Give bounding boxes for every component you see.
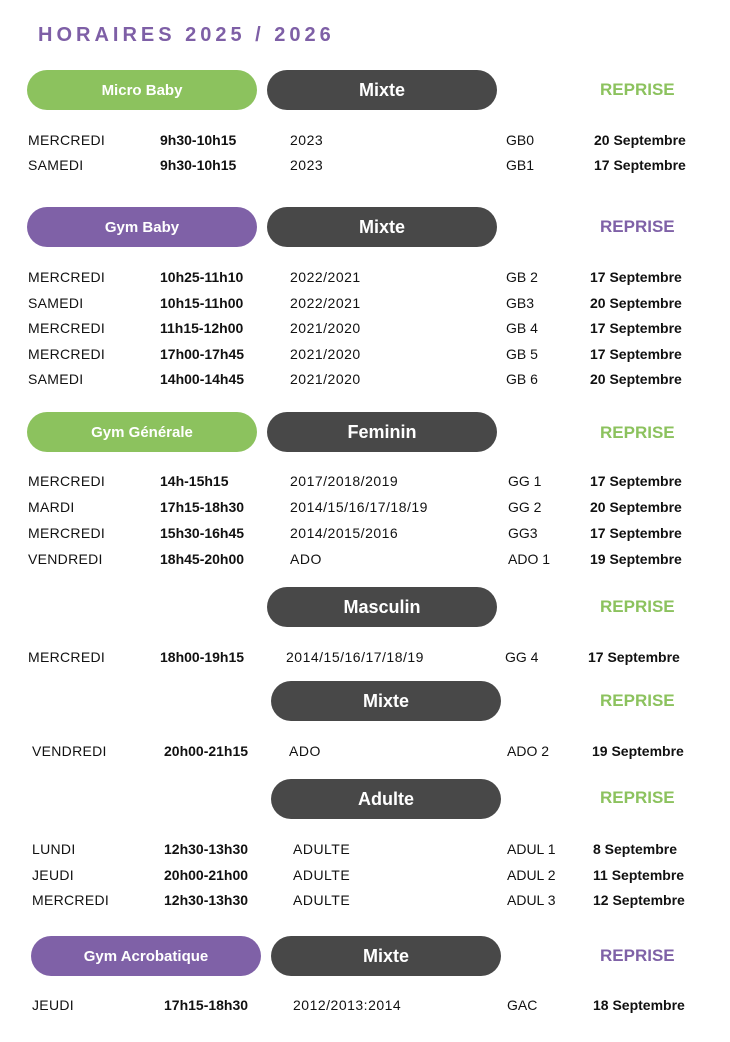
- schedule-date: 17 Septembre: [594, 157, 686, 173]
- schedule-time: 11h15-12h00: [160, 320, 244, 336]
- schedule-date: 17 Septembre: [588, 649, 680, 665]
- schedule-time: 9h30-10h15: [160, 157, 237, 173]
- schedule-date: 19 Septembre: [592, 743, 684, 759]
- schedule-year: 2021/2020: [290, 371, 361, 387]
- schedule-day: SAMEDI: [28, 371, 84, 387]
- schedule-time: 18h00-19h15: [160, 649, 245, 665]
- schedule-date: 17 Septembre: [590, 320, 682, 336]
- schedule-code: GG 1: [508, 473, 542, 489]
- schedule-code: ADUL 3: [507, 892, 556, 908]
- schedule-day: JEUDI: [32, 997, 74, 1013]
- schedule-code: GAC: [507, 997, 538, 1013]
- group-mixte: Mixte: [271, 681, 501, 721]
- schedule-time: 9h30-10h15: [160, 132, 237, 148]
- schedule-code: ADUL 2: [507, 866, 556, 883]
- reprise-label: REPRISE: [600, 946, 675, 965]
- schedule-date: 17 Septembre: [590, 269, 682, 285]
- schedule-date: 20 Septembre: [590, 371, 682, 387]
- schedule-code: GB 2: [506, 269, 538, 285]
- schedule-date: 12 Septembre: [593, 892, 685, 908]
- schedule-date: 18 Septembre: [593, 997, 685, 1013]
- reprise-label: REPRISE: [600, 423, 675, 442]
- schedule-year: 2022/2021: [290, 294, 361, 311]
- schedule-time: 17h15-18h30: [164, 997, 249, 1013]
- schedule-time: 20h00-21h00: [164, 866, 249, 883]
- schedule-year: 2023: [290, 157, 324, 173]
- schedule-code: GB1: [506, 157, 535, 173]
- schedule-day: VENDREDI: [32, 743, 107, 759]
- schedule-time: 10h25-11h10: [160, 269, 244, 285]
- schedule-time: 20h00-21h15: [164, 743, 249, 759]
- schedule-code: GG 2: [508, 499, 542, 515]
- schedule-time: 18h45-20h00: [160, 551, 245, 567]
- schedule-date: 20 Septembre: [590, 499, 682, 515]
- schedule-code: GB 4: [506, 320, 538, 336]
- reprise-label: REPRISE: [600, 691, 675, 710]
- schedule-code: GB3: [506, 294, 535, 311]
- schedule-day: MERCREDI: [28, 345, 106, 362]
- schedule-year: 2022/2021: [290, 269, 361, 285]
- schedule-code: ADUL 1: [507, 841, 556, 857]
- category-gym-generale: Gym Générale: [27, 412, 257, 452]
- schedule-time: 12h30-13h30: [164, 841, 249, 857]
- schedule-time: 10h15-11h00: [160, 294, 244, 311]
- schedule-time: 12h30-13h30: [164, 892, 249, 908]
- category-micro-baby: Micro Baby: [27, 70, 257, 110]
- schedule-year: 2012/2013:2014: [293, 997, 402, 1013]
- reprise-label: REPRISE: [600, 217, 675, 236]
- reprise-label: REPRISE: [600, 80, 675, 99]
- schedule-date: 17 Septembre: [590, 525, 682, 541]
- schedule-year: 2021/2020: [290, 320, 361, 336]
- schedule-code: GB 5: [506, 345, 538, 362]
- schedule-time: 17h00-17h45: [160, 345, 245, 362]
- schedule-day: MERCREDI: [28, 269, 106, 285]
- group-mixte: Mixte: [267, 207, 497, 247]
- schedule-year: 2014/2015/2016: [290, 525, 399, 541]
- schedule-year: 2023: [290, 132, 324, 148]
- schedule-time: 14h-15h15: [160, 473, 229, 489]
- schedule-year: ADULTE: [293, 866, 351, 883]
- category-gym-acrobatique: Gym Acrobatique: [31, 936, 261, 976]
- group-mixte: Mixte: [271, 936, 501, 976]
- schedule-day: MERCREDI: [28, 473, 106, 489]
- reprise-label: REPRISE: [600, 597, 675, 616]
- schedule-year: 2014/15/16/17/18/19: [286, 649, 424, 665]
- schedule-code: GG 4: [505, 649, 539, 665]
- schedule-code: GG3: [508, 525, 538, 541]
- reprise-label: REPRISE: [600, 788, 675, 807]
- schedule-year: 2014/15/16/17/18/19: [290, 499, 428, 515]
- schedule-date: 17 Septembre: [590, 473, 682, 489]
- schedule-time: 17h15-18h30: [160, 499, 245, 515]
- schedule-time: 14h00-14h45: [160, 371, 245, 387]
- group-feminin: Feminin: [267, 412, 497, 452]
- group-adulte: Adulte: [271, 779, 501, 819]
- schedule-year: ADULTE: [293, 892, 351, 908]
- schedule-day: LUNDI: [32, 841, 76, 857]
- group-masculin: Masculin: [267, 587, 497, 627]
- schedule-day: MERCREDI: [28, 320, 106, 336]
- schedule-year: ADULTE: [293, 841, 351, 857]
- schedule-date: 20 Septembre: [590, 294, 682, 311]
- schedule-year: ADO: [290, 551, 322, 567]
- schedule-year: 2017/2018/2019: [290, 473, 399, 489]
- schedule-date: 11 Septembre: [593, 866, 685, 883]
- schedule-day: MERCREDI: [32, 892, 110, 908]
- schedule-day: MARDI: [28, 499, 75, 515]
- schedule-day: MERCREDI: [28, 132, 106, 148]
- schedule-year: ADO: [289, 743, 321, 759]
- schedule-code: ADO 2: [507, 743, 550, 759]
- schedule-day: SAMEDI: [28, 157, 84, 173]
- group-mixte: Mixte: [267, 70, 497, 110]
- schedule-date: 8 Septembre: [593, 841, 678, 857]
- schedule-code: GB0: [506, 132, 535, 148]
- schedule-date: 17 Septembre: [590, 345, 682, 362]
- schedule-day: MERCREDI: [28, 649, 106, 665]
- page-title: HORAIRES 2025 / 2026: [38, 24, 335, 46]
- schedule-day: JEUDI: [32, 866, 74, 883]
- schedule-code: ADO 1: [508, 551, 551, 567]
- schedule-day: MERCREDI: [28, 525, 106, 541]
- category-gym-baby: Gym Baby: [27, 207, 257, 247]
- schedule-day: VENDREDI: [28, 551, 103, 567]
- schedule-date: 20 Septembre: [594, 132, 686, 148]
- schedule-code: GB 6: [506, 371, 538, 387]
- schedule-time: 15h30-16h45: [160, 525, 245, 541]
- schedule-day: SAMEDI: [28, 294, 84, 311]
- schedule-year: 2021/2020: [290, 345, 361, 362]
- schedule-date: 19 Septembre: [590, 551, 682, 567]
